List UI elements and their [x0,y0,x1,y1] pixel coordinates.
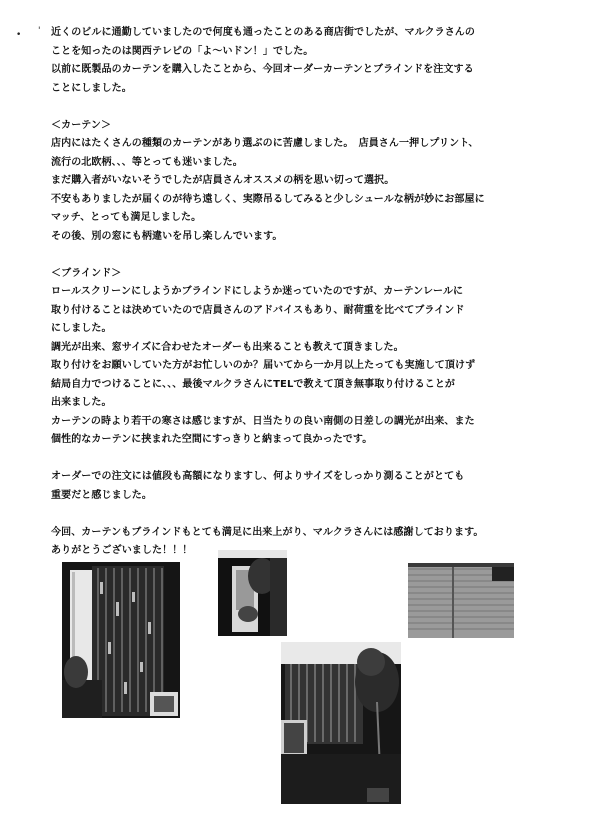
text-line: ことを知ったのは関西テレビの「よ～いドン！」でした。 [51,45,314,57]
text-line: ことにしました。 [51,82,132,94]
text-line: 取り付けることは決めていたので店員さんのアドバイスもあり、耐荷重を比べてブラインド [51,304,465,316]
blank-line [51,505,571,524]
text-line: まだ購入者がいないそうでしたが店員さんオススメの柄を思い切って選択。 [51,175,395,186]
text-line: 個性的なカーテンに挟まれた空間にすっきりと納まって良かったです。 [51,434,373,445]
section-heading: ＜カーテン＞ [51,119,112,131]
text-line: 不安もありましたが届くのが待ち遠しく、実際吊るしてみると少しシュールな柄が妙にお部屋に [51,193,485,205]
blank-line [51,450,571,469]
text-line: ありがとうございました！！！ [51,545,193,556]
section-heading: ＜ブラインド＞ [51,267,122,279]
text-line: 以前に既製品のカーテンを購入したことから、今回オーダーカーテンとブラインドを注文する [51,64,474,75]
text-line: 調光が出来、窓サイズに合わせたオーダーも出来ることも教えて頂きました。 [51,341,404,353]
text-line: にしました。 [51,323,112,334]
margin-mark: • [16,30,22,40]
curtain-room-photo [62,562,180,718]
hallway-photo [218,550,287,636]
margin-mark: ' [38,26,41,36]
blank-line [51,98,571,117]
text-line: 流行の北欧柄、、、等とっても迷いました。 [51,156,243,168]
text-line: 今回、カーテンもブラインドもとても満足に出来上がり、マルクラさんには感謝しております。 [51,526,484,538]
text-line: 近くのビルに通勤していましたので何度も通ったことのある商店街でしたが、マルクラさんの [51,27,475,38]
text-line: カーテンの時より若干の寒さは感じますが、日当たりの良い南側の日差しの調光が出来、また [51,415,475,427]
text-line: ロールスクリーンにしようかブラインドにしようか迷っていたのですが、カーテンレールに [51,286,464,297]
text-line: 店内にはたくさんの種類のカーテンがあり選ぶのに苦慮しました。 店員さん一押しプリント、 [51,138,479,149]
text-line: 出来ました。 [51,397,112,408]
paragraph-intro [51,24,571,98]
text-line: 重要だと感じました。 [51,489,152,501]
text-line: オーダーでの注文には値段も高額になりますし、何よりサイズをしっかり測ることがとても [51,471,465,482]
living-room-photo [281,642,401,804]
paragraph-order [51,468,571,505]
paragraph-curtain [51,117,571,247]
text-line: その後、別の窓にも柄違いを吊し楽しんでいます。 [51,230,283,242]
text-line: 取り付けをお願いしていた方がお忙しいのか？届いてから一か月以上たっても実施して頂けず [51,360,476,371]
text-line: 結局自力でつけることに、、、最後マルクラさんにTELで教えて頂き無事取り付けることが [51,378,456,390]
paragraph-blind [51,265,571,450]
paragraph-thanks [51,524,571,561]
letter-body [51,24,571,561]
text-line: マッチ、とっても満足しました。 [51,212,202,223]
blank-line [51,246,571,265]
blind-photo [408,563,514,638]
